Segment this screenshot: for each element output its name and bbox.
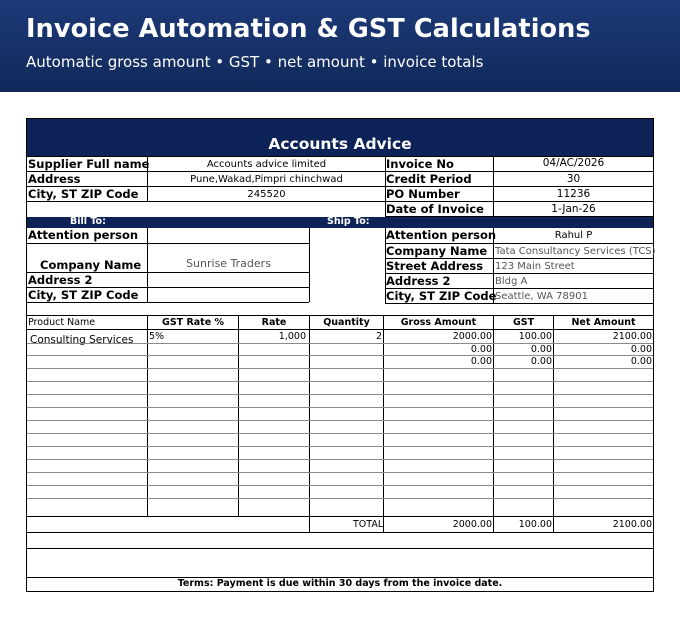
row-1-rate: 1,000 xyxy=(278,331,306,342)
ship-street-label: Street Address xyxy=(386,259,484,273)
supplier-name-label: Supplier Full name xyxy=(28,157,150,171)
row-3-gross: 0.00 xyxy=(470,356,492,367)
ship-address2-value: Bldg A xyxy=(495,276,528,287)
invoice-date-label: Date of Invoice xyxy=(386,202,484,216)
grid-line xyxy=(27,548,653,549)
total-net: 2100.00 xyxy=(612,519,652,530)
ship-to-header: Ship To: xyxy=(327,216,370,227)
ship-city-label: City, ST ZIP Code xyxy=(386,289,497,303)
credit-period-label: Credit Period xyxy=(386,172,472,186)
credit-period-value: 30 xyxy=(566,173,581,185)
bill-attention-label: Attention person xyxy=(28,228,139,242)
invoice-sheet xyxy=(26,118,654,592)
grid-line xyxy=(27,394,653,395)
ship-company-label: Company Name xyxy=(386,244,488,258)
ship-city-value: Seattle, WA 78901 xyxy=(495,291,588,302)
invoice-no-value: 04/AC/2026 xyxy=(542,157,605,169)
grid-line xyxy=(27,315,653,316)
grid-line xyxy=(309,228,310,302)
bill-company-label: Company Name xyxy=(40,258,142,272)
total-gross: 2000.00 xyxy=(452,519,492,530)
row-1-net: 2100.00 xyxy=(612,331,652,342)
grid-line xyxy=(27,532,653,533)
invoice-date-value: 1-Jan-26 xyxy=(551,203,596,215)
supplier-city-label: City, ST ZIP Code xyxy=(28,187,139,201)
col-net-header: Net Amount xyxy=(571,317,636,328)
col-gst-header: GST xyxy=(512,317,535,328)
grid-line xyxy=(27,433,653,434)
row-2-gst: 0.00 xyxy=(530,344,552,355)
grid-line xyxy=(27,420,653,421)
grid-line xyxy=(27,343,653,344)
grid-line xyxy=(27,472,653,473)
grid-line xyxy=(27,243,309,244)
grid-line xyxy=(238,315,239,517)
row-1-gross: 2000.00 xyxy=(452,331,492,342)
supplier-address-label: Address xyxy=(28,172,81,186)
bill-city-label: City, ST ZIP Code xyxy=(28,288,139,302)
grid-line xyxy=(27,516,653,517)
ship-address2-label: Address 2 xyxy=(386,274,451,288)
col-rate-header: Rate xyxy=(261,317,287,328)
grid-line xyxy=(27,201,653,202)
ship-company-value: Tata Consultancy Services (TCS) xyxy=(495,246,656,257)
supplier-name-value: Accounts advice limited xyxy=(206,159,327,170)
grid-line xyxy=(385,303,653,304)
bill-to-header: Bill To: xyxy=(70,216,106,227)
page-title: Invoice Automation & GST Calculations xyxy=(26,14,591,44)
row-1-product: Consulting Services xyxy=(30,334,134,346)
row-1-qty: 2 xyxy=(375,331,382,342)
col-gst-rate-header: GST Rate % xyxy=(162,317,224,328)
grid-line xyxy=(27,498,653,499)
ship-attention-value: Rahul P xyxy=(554,230,593,241)
supplier-address-value: Pune,Wakad,Pimpri chinchwad xyxy=(190,174,343,185)
grid-line xyxy=(27,381,653,382)
po-number-label: PO Number xyxy=(386,187,460,201)
grid-line xyxy=(147,315,148,517)
ship-attention-label: Attention person xyxy=(386,228,497,242)
grid-line xyxy=(27,485,653,486)
row-1-gst: 100.00 xyxy=(518,331,552,342)
total-label: TOTAL xyxy=(353,519,384,530)
grid-line xyxy=(27,459,653,460)
grid-line xyxy=(27,368,653,369)
grid-line xyxy=(309,315,310,533)
grid-line xyxy=(27,302,309,303)
invoice-no-label: Invoice No xyxy=(386,157,454,171)
row-3-gst: 0.00 xyxy=(530,356,552,367)
grid-line xyxy=(27,355,653,356)
ship-street-value: 123 Main Street xyxy=(495,261,575,272)
grid-line xyxy=(27,171,653,172)
col-quantity-header: Quantity xyxy=(323,317,370,328)
grid-line xyxy=(27,446,653,447)
col-product-header: Product Name xyxy=(28,317,96,328)
bill-ship-band xyxy=(27,217,653,228)
invoice-title-bar xyxy=(27,119,653,156)
supplier-city-value: 245520 xyxy=(247,189,286,200)
col-gross-header: Gross Amount xyxy=(400,317,477,328)
bill-address2-label: Address 2 xyxy=(28,273,93,287)
invoice-title: Accounts Advice xyxy=(268,135,412,153)
bill-company-value: Sunrise Traders xyxy=(186,257,271,270)
row-2-gross: 0.00 xyxy=(470,344,492,355)
grid-line xyxy=(27,329,653,330)
po-number-value: 11236 xyxy=(556,188,591,200)
total-gst: 100.00 xyxy=(518,519,552,530)
row-2-net: 0.00 xyxy=(630,344,652,355)
payment-terms: Terms: Payment is due within 30 days from the invoice date. xyxy=(177,578,503,589)
row-1-gst-rate: 5% xyxy=(149,331,165,342)
page-banner xyxy=(0,0,680,92)
row-3-net: 0.00 xyxy=(630,356,652,367)
page-subtitle: Automatic gross amount • GST • net amount • invoice totals xyxy=(26,53,484,71)
grid-line xyxy=(27,407,653,408)
